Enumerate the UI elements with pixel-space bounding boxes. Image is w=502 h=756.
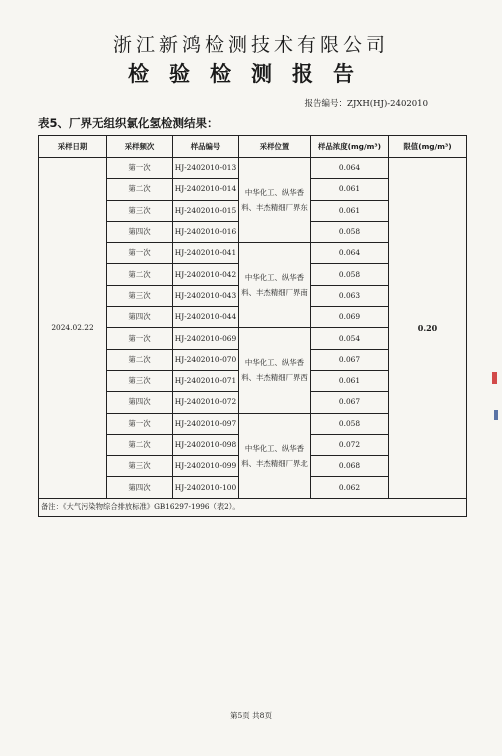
column-header: 采样日期 (39, 136, 107, 158)
sampling-location-cell: 中华化工、纵华香料、丰杰精细厂界西 (239, 328, 311, 413)
sample-id-cell: HJ-2402010-043 (173, 285, 239, 306)
sampling-frequency-cell: 第一次 (107, 243, 173, 264)
concentration-cell: 0.058 (311, 221, 389, 242)
concentration-cell: 0.061 (311, 370, 389, 391)
edge-stamp-mark (494, 410, 498, 420)
sampling-location-cell: 中华化工、纵华香料、丰杰精细厂界南 (239, 243, 311, 328)
concentration-cell: 0.068 (311, 456, 389, 477)
sample-id-cell: HJ-2402010-072 (173, 392, 239, 413)
concentration-cell: 0.063 (311, 285, 389, 306)
concentration-cell: 0.062 (311, 477, 389, 498)
column-header: 样品浓度(mg/m³) (311, 136, 389, 158)
results-table (38, 135, 467, 517)
table-body (39, 158, 467, 517)
sampling-frequency-cell: 第二次 (107, 179, 173, 200)
sampling-frequency-cell: 第四次 (107, 392, 173, 413)
concentration-cell: 0.058 (311, 413, 389, 434)
sample-id-cell: HJ-2402010-070 (173, 349, 239, 370)
sampling-date-cell: 2024.02.22 (39, 158, 107, 499)
concentration-cell: 0.072 (311, 434, 389, 455)
sampling-frequency-cell: 第二次 (107, 264, 173, 285)
concentration-cell: 0.058 (311, 264, 389, 285)
limit-value-cell: 0.20 (389, 158, 467, 499)
sample-id-cell: HJ-2402010-013 (173, 158, 239, 179)
sample-id-cell: HJ-2402010-042 (173, 264, 239, 285)
concentration-cell: 0.067 (311, 392, 389, 413)
concentration-cell: 0.061 (311, 200, 389, 221)
sample-id-cell: HJ-2402010-071 (173, 370, 239, 391)
column-header: 采样频次 (107, 136, 173, 158)
sample-id-cell: HJ-2402010-044 (173, 307, 239, 328)
table-header-row (39, 136, 467, 158)
sampling-frequency-cell: 第三次 (107, 200, 173, 221)
column-header: 限值(mg/m³) (389, 136, 467, 158)
page-number: 第5页 共8页 (230, 711, 272, 720)
sampling-frequency-cell: 第二次 (107, 434, 173, 455)
report-title: 检验检测报告 (128, 62, 374, 86)
table-row (39, 158, 467, 179)
concentration-cell: 0.067 (311, 349, 389, 370)
sampling-frequency-cell: 第四次 (107, 477, 173, 498)
sample-id-cell: HJ-2402010-099 (173, 456, 239, 477)
sample-id-cell: HJ-2402010-014 (173, 179, 239, 200)
sample-id-cell: HJ-2402010-098 (173, 434, 239, 455)
sampling-location-cell: 中华化工、纵华香料、丰杰精细厂界东 (239, 158, 311, 243)
results-table-container (38, 135, 466, 517)
sampling-frequency-cell: 第三次 (107, 456, 173, 477)
sampling-frequency-cell: 第一次 (107, 413, 173, 434)
sample-id-cell: HJ-2402010-100 (173, 477, 239, 498)
sampling-frequency-cell: 第一次 (107, 158, 173, 179)
edge-stamp-mark (492, 372, 497, 384)
sampling-frequency-cell: 第三次 (107, 370, 173, 391)
report-number: 报告编号：ZJXH(HJ)-2402010 (304, 99, 428, 109)
sampling-frequency-cell: 第四次 (107, 221, 173, 242)
sampling-frequency-cell: 第一次 (107, 328, 173, 349)
sampling-frequency-cell: 第二次 (107, 349, 173, 370)
concentration-cell: 0.069 (311, 307, 389, 328)
table-note: 备注：《大气污染物综合排放标准》GB16297-1996（表2）。 (39, 498, 467, 516)
sampling-location-cell: 中华化工、纵华香料、丰杰精细厂界北 (239, 413, 311, 498)
concentration-cell: 0.061 (311, 179, 389, 200)
concentration-cell: 0.064 (311, 243, 389, 264)
sample-id-cell: HJ-2402010-016 (173, 221, 239, 242)
sample-id-cell: HJ-2402010-041 (173, 243, 239, 264)
sample-id-cell: HJ-2402010-015 (173, 200, 239, 221)
concentration-cell: 0.064 (311, 158, 389, 179)
table-title: 表5、厂界无组织氯化氢检测结果： (38, 116, 219, 130)
column-header: 样品编号 (173, 136, 239, 158)
sampling-frequency-cell: 第四次 (107, 307, 173, 328)
concentration-cell: 0.054 (311, 328, 389, 349)
column-header: 采样位置 (239, 136, 311, 158)
sampling-frequency-cell: 第三次 (107, 285, 173, 306)
sample-id-cell: HJ-2402010-097 (173, 413, 239, 434)
sample-id-cell: HJ-2402010-069 (173, 328, 239, 349)
note-row (39, 498, 467, 516)
company-name: 浙江新鸿检测技术有限公司 (112, 34, 389, 56)
